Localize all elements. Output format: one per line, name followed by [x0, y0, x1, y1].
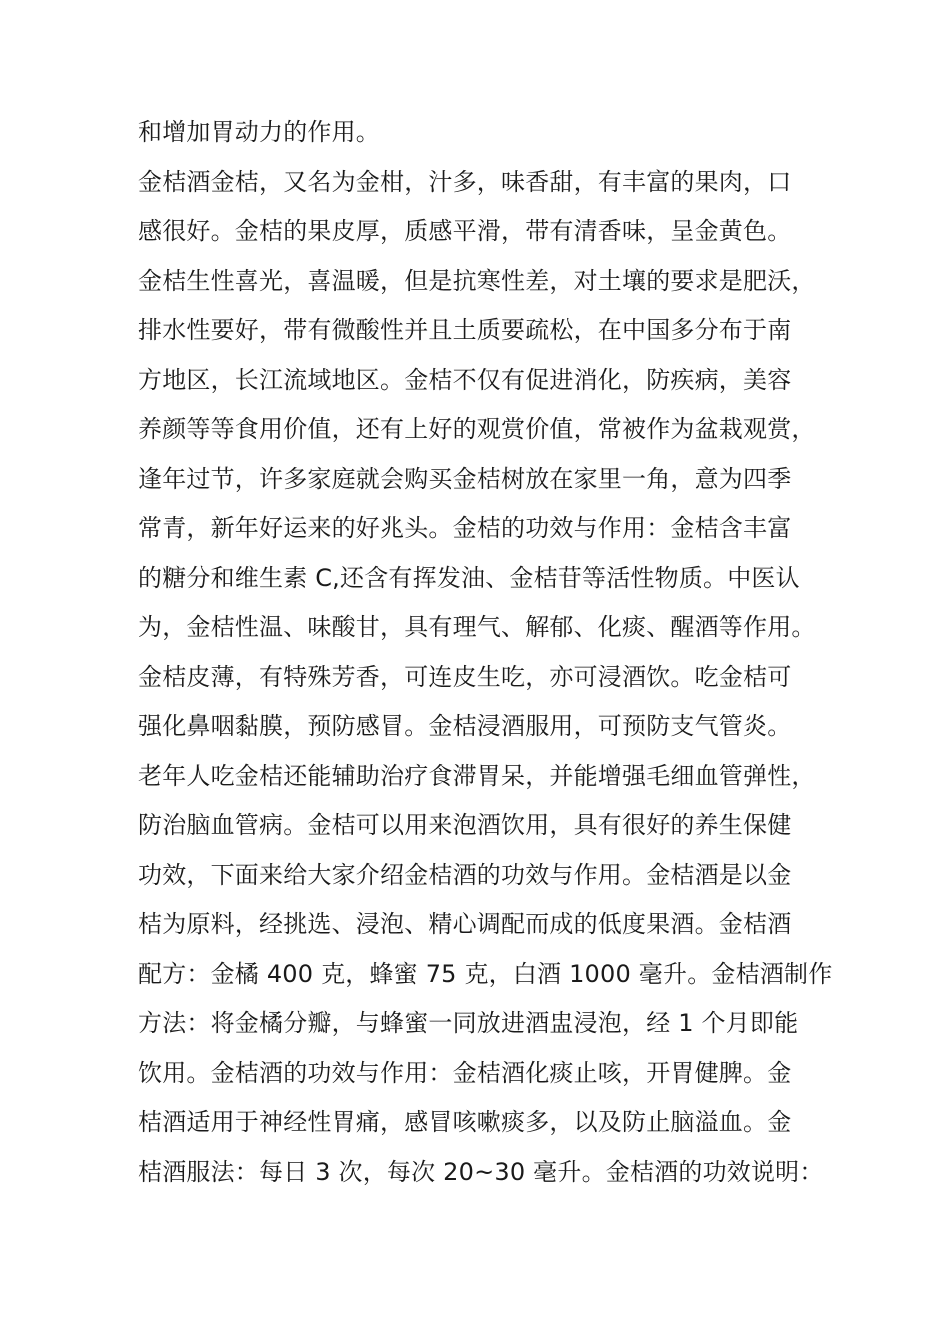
text-line: 方地区，长江流域地区。金桔不仅有促进消化，防疾病，美容 — [138, 365, 792, 394]
text-line: 常青，新年好运来的好兆头。金桔的功效与作用：金桔含丰富 — [138, 514, 792, 542]
body-text — [138, 108, 833, 1197]
text-line: 和增加胃动力的作用。 — [138, 118, 380, 146]
text-line: 为，金桔性温、味酸甘，具有理气、解郁、化痰、醒酒等作用。 — [138, 613, 816, 641]
text-line: 感很好。金桔的果皮厚，质感平滑，带有清香味，呈金黄色。 — [138, 217, 792, 245]
text-line: 桔为原料，经挑选、浸泡、精心调配而成的低度果酒。金桔酒 — [138, 910, 792, 938]
text-line: 的糖分和维生素 C,还含有挥发油、金桔苷等活性物质。中医认 — [138, 563, 800, 592]
text-line: 金桔酒金桔，又名为金柑，汁多，味香甜，有丰富的果肉，口 — [138, 167, 792, 196]
text-line: 金桔生性喜光，喜温暖，但是抗寒性差，对土壤的要求是肥沃， — [138, 266, 816, 295]
text-line: 方法：将金橘分瓣，与蜂蜜一同放进酒盅浸泡，经 1 个月即能 — [138, 1009, 799, 1037]
text-line: 金桔皮薄，有特殊芳香，可连皮生吃，亦可浸酒饮。吃金桔可 — [138, 662, 792, 691]
text-line: 老年人吃金桔还能辅助治疗食滞胃呆，并能增强毛细血管弹性， — [138, 761, 816, 790]
text-line: 排水性要好，带有微酸性并且土质要疏松，在中国多分布于南 — [138, 316, 792, 344]
text-line: 逢年过节，许多家庭就会购买金桔树放在家里一角，意为四季 — [138, 464, 792, 493]
text-line: 桔酒适用于神经性胃痛，感冒咳嗽痰多，以及防止脑溢血。金 — [138, 1108, 792, 1136]
text-line: 功效，下面来给大家介绍金桔酒的功效与作用。金桔酒是以金 — [138, 860, 792, 889]
text-line: 饮用。金桔酒的功效与作用：金桔酒化痰止咳，开胃健脾。金 — [138, 1058, 792, 1087]
text-line: 配方：金橘 400 克，蜂蜜 75 克，白酒 1000 毫升。金桔酒制作 — [138, 959, 833, 988]
text-line: 强化鼻咽黏膜，预防感冒。金桔浸酒服用，可预防支气管炎。 — [138, 712, 792, 740]
text-line: 桔酒服法：每日 3 次，每次 20~30 毫升。金桔酒的功效说明： — [138, 1157, 824, 1186]
text-line: 防治脑血管病。金桔可以用来泡酒饮用，具有很好的养生保健 — [138, 811, 792, 839]
text-line: 养颜等等食用价值，还有上好的观赏价值，常被作为盆栽观赏， — [138, 415, 816, 443]
